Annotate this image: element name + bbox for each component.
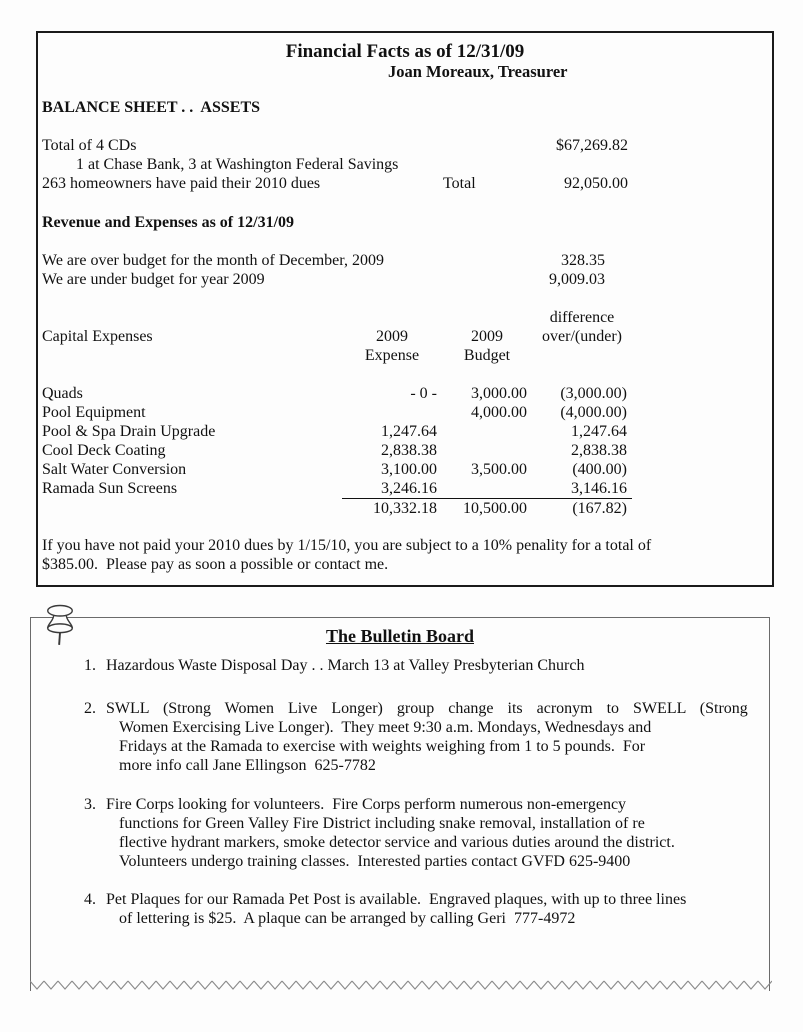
expense-row-diff: (3,000.00) <box>560 385 627 402</box>
bulletin-board-title: The Bulletin Board <box>325 626 475 646</box>
dues-amount: 92,050.00 <box>564 175 628 192</box>
totals-budget: 10,500.00 <box>463 500 527 517</box>
list-item <box>31 795 769 871</box>
expense-row-label: Pool & Spa Drain Upgrade <box>42 423 216 440</box>
expense-row-budget <box>442 479 532 499</box>
budget-row-amount: 9,009.03 <box>549 271 605 288</box>
penalty-note-line1: If you have not paid your 2010 dues by 1/15/10, you are subject to a 10% penality for a total of <box>42 537 652 554</box>
financial-title: Financial Facts as of 12/31/09 <box>285 41 525 62</box>
budget-row-label: We are under budget for year 2009 <box>42 271 265 288</box>
dues-penalty-note <box>42 536 768 574</box>
expense-row-label: Pool Equipment <box>42 404 146 421</box>
dues-row <box>42 174 768 193</box>
list-item-line: flective hydrant markers, smoke detector service and various duties around the district. <box>119 834 675 851</box>
list-item <box>31 699 769 775</box>
list-item <box>31 890 769 928</box>
cds-total-spacer <box>443 136 503 155</box>
expense-row-diff: (400.00) <box>572 461 627 478</box>
expense-row-expense: 3,246.16 <box>342 479 442 499</box>
cds-row <box>42 136 768 155</box>
expense-row-label: Salt Water Conversion <box>42 461 187 478</box>
revenue-expenses-heading: Revenue and Expenses as of 12/31/09 <box>42 214 295 231</box>
list-item-number: 4. <box>84 891 96 908</box>
expense-row-label: Ramada Sun Screens <box>42 480 178 497</box>
expense-row-budget: 3,500.00 <box>471 461 527 478</box>
budget-row <box>42 270 768 289</box>
expense-table-row <box>42 479 768 499</box>
list-item-line: Fridays at the Ramada to exercise with weights weighing from 1 to 5 pounds. For <box>119 738 646 755</box>
expense-row-label: Cool Deck Coating <box>42 442 166 459</box>
pushpin-icon <box>39 602 81 658</box>
budget-rows <box>42 251 768 289</box>
expense-table-row <box>42 422 768 441</box>
budget-header-line2: Budget <box>463 347 511 364</box>
list-item-line: Volunteers undergo training classes. Interested parties contact GVFD 625-9400 <box>119 853 631 870</box>
expense-table-row <box>42 441 768 460</box>
penalty-note-line2: $385.00. Please pay as soon a possible or contact me. <box>42 556 389 573</box>
list-item-line: Pet Plaques for our Ramada Pet Post is available. Engraved plaques, with up to three lines <box>106 891 687 908</box>
expense-row-budget: 4,000.00 <box>471 404 527 421</box>
budget-header-line1: 2009 <box>471 328 503 345</box>
expense-row-budget <box>442 422 532 441</box>
dues-total-label: Total <box>443 175 476 192</box>
expense-row-expense: 1,247.64 <box>381 423 437 440</box>
diff-header-line2: over/(under) <box>542 328 622 345</box>
list-item-lines <box>106 656 769 675</box>
bulletin-board-panel <box>30 617 770 991</box>
bulletin-items <box>31 656 769 928</box>
list-item-number: 3. <box>84 796 96 813</box>
balance-sheet-heading: BALANCE SHEET . . ASSETS <box>42 99 261 116</box>
expense-row-label: Quads <box>42 385 83 402</box>
expense-row-budget: 3,000.00 <box>471 385 527 402</box>
expense-row-expense: - 0 - <box>410 385 437 402</box>
list-item-number: 1. <box>84 657 96 674</box>
expense-header-line1: 2009 <box>376 328 408 345</box>
list-item-lines <box>106 699 769 775</box>
expense-table-row <box>42 384 768 403</box>
diff-header-line1: difference <box>549 309 615 326</box>
expense-header-line2: Expense <box>364 347 420 364</box>
list-item-line: SWLL (Strong Women Live Longer) group change its acronym to SWELL (Strong <box>106 700 748 717</box>
list-item-line: Women Exercising Live Longer). They meet 9:30 a.m. Mondays, Wednesdays and <box>119 719 652 736</box>
capital-expenses-label: Capital Expenses <box>42 328 153 345</box>
budget-row-label: We are over budget for the month of December, 2009 <box>42 252 384 269</box>
expense-row-expense: 2,838.38 <box>381 442 437 459</box>
list-item-line: of lettering is $25. A plaque can be arranged by calling Geri 777-4972 <box>119 910 576 927</box>
list-item <box>31 656 769 675</box>
expense-row-budget <box>442 441 532 460</box>
totals-expense: 10,332.18 <box>373 500 437 517</box>
expense-table-totals <box>42 499 768 518</box>
expense-row-expense: 3,100.00 <box>381 461 437 478</box>
cds-label: Total of 4 CDs <box>42 137 137 154</box>
treasurer-byline: Joan Moreaux, Treasurer <box>388 62 568 81</box>
totals-diff: (167.82) <box>572 500 627 517</box>
expense-row-diff: 2,838.38 <box>571 442 627 459</box>
expense-table-row <box>42 403 768 422</box>
list-item-line: Fire Corps looking for volunteers. Fire Corps perform numerous non-emergency <box>106 796 627 813</box>
dues-label: 263 homeowners have paid their 2010 dues <box>42 175 321 192</box>
expense-table-row <box>42 460 768 479</box>
cds-detail: 1 at Chase Bank, 3 at Washington Federal Savings <box>76 156 399 173</box>
list-item-line: more info call Jane Ellingson 625-7782 <box>119 757 376 774</box>
list-item-line: Hazardous Waste Disposal Day . . March 13 at Valley Presbyterian Church <box>106 657 585 674</box>
expense-table-header <box>42 308 768 365</box>
budget-row <box>42 251 768 270</box>
list-item-line: functions for Green Valley Fire District including snake removal, installation of re <box>119 815 645 832</box>
list-item-number: 2. <box>84 700 96 717</box>
expense-row-expense <box>342 403 442 422</box>
zigzag-edge <box>30 979 772 991</box>
list-item-lines <box>106 890 769 928</box>
expense-row-diff: 1,247.64 <box>571 423 627 440</box>
list-item-lines <box>106 795 769 871</box>
cds-amount: $67,269.82 <box>556 137 628 154</box>
expense-row-diff: 3,146.16 <box>532 479 632 499</box>
financial-facts-panel <box>36 31 774 587</box>
expense-table-body <box>42 384 768 499</box>
expense-row-diff: (4,000.00) <box>560 404 627 421</box>
budget-row-amount: 328.35 <box>561 252 605 269</box>
